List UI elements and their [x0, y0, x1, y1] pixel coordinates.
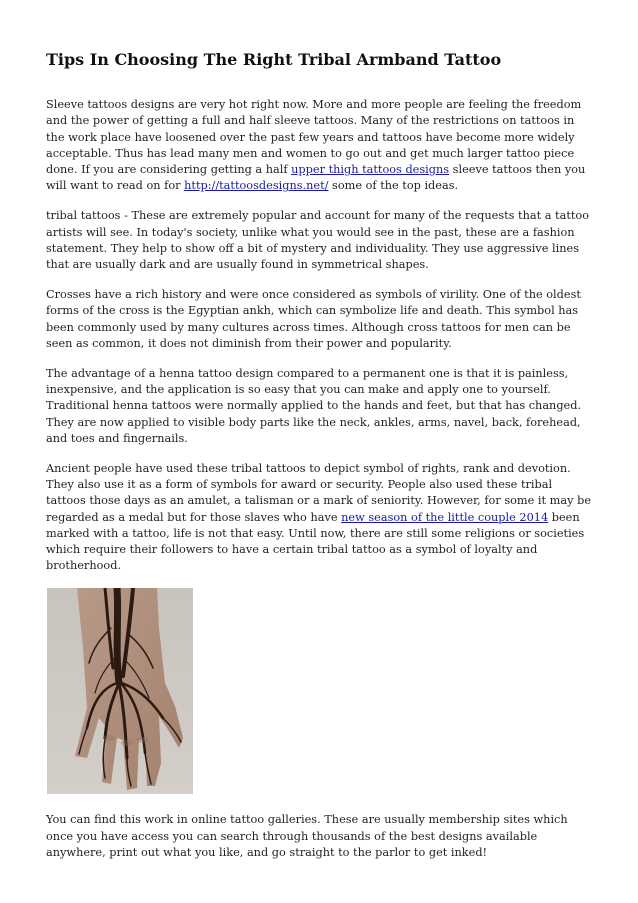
paragraph-3: Crosses have a rich history and were once considered as symbols of virility. One of the oldest forms of the cross is the Egyptian ankh, which can symbolize life and death. This symbol has been commonly used by many cultures across times. Although cross tattoos for men can be seen as common, it does not diminish from their power and popularity.: [46, 287, 581, 350]
paragraph-1-text-c: some of the top ideas.: [328, 179, 459, 193]
page-title: Tips In Choosing The Right Tribal Armband Tattoo: [46, 50, 502, 69]
tattoosdesigns-link[interactable]: http://tattoosdesigns.net/: [184, 179, 329, 193]
paragraph-2: tribal tattoos - These are extremely popular and account for many of the requests that a tattoo artists will see. In today's society, unlike what you would see in the past, these are a fashion statement. They help to show off a bit of mystery and individuality. They use aggressive lines that are usually dark and are usually found in symmetrical shapes.: [46, 209, 590, 272]
hand-tattoo-illustration: [47, 588, 193, 794]
hand-tree-tattoo-photo: [47, 588, 193, 794]
paragraph-1: [46, 97, 594, 195]
little-couple-link[interactable]: new season of the little couple 2014: [341, 510, 549, 524]
paragraph-1-text-a: Sleeve tattoos designs are very hot right now. More and more people are feeling the freedom and the power of getting a full and half sleeve tattoos. Many of the restrictions on tattoos in the work place have loosened over the past few years and tattoos have become more widely acceptable. Thus has lead many men and women to go out and get much larger tattoo piece done. If you are considering getting a half: [46, 98, 582, 177]
paragraph-6: You can find this work in online tattoo galleries. These are usually membership sites which once you have access you can search through thousands of the best designs available anywhere, print out what you like, and go straight to the parlor to get inked!: [46, 813, 568, 859]
article: [46, 50, 594, 875]
paragraph-1-text-b: sleeve tattoos then you will want to read on for: [46, 163, 586, 193]
paragraph-4: The advantage of a henna tattoo design compared to a permanent one is that it is painless, inexpensive, and the application is so easy that you can make and apply one to yourself. Traditional henna tattoos were normally applied to the hands and feet, but that has changed. They are now applied to visible body parts like the neck, ankles, arms, navel, back, forehead, and toes and fingernails.: [46, 366, 582, 445]
paragraph-5-text-b: been marked with a tattoo, life is not that easy. Until now, there are still some religions or societies which require their followers to have a certain tribal tattoo as a symbol of loyalty and brotherhood.: [46, 510, 585, 573]
paragraph-5: [46, 461, 594, 575]
upper-thigh-tattoos-link[interactable]: upper thigh tattoos designs: [291, 163, 450, 177]
paragraph-5-text-a: Ancient people have used these tribal tattoos to depict symbol of rights, rank and devotion. They also use it as a form of symbols for award or security. People also used these tribal tattoos those days as an amulet, a talisman or a mark of seniority. However, for some it may be regarded as a medal but for those slaves who have: [46, 461, 592, 524]
